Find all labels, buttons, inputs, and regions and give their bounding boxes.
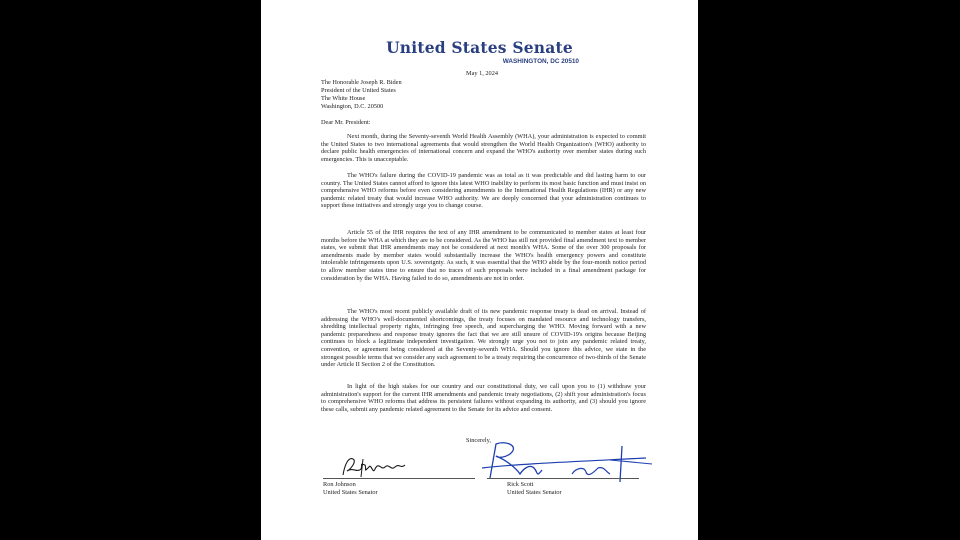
recipient-line: The Honorable Joseph R. Biden <box>321 79 402 86</box>
closing: Sincerely, <box>466 437 491 444</box>
signer-title: United States Senator <box>323 489 378 496</box>
ron-johnson-signature <box>339 453 419 479</box>
signature-line <box>487 478 639 479</box>
signer-name: Rick Scott <box>507 481 534 488</box>
paragraph-text: The WHO's failure during the COVID-19 pandemic was as total as it was predictable and did lasting harm to our country. The United States cannot afford to ignore this latest WHO inability to perform its most basic function and must insist on comprehensive WHO reforms before even considering amendments to the International Health Regulations (IHR) or any new pandemic related treaty that would increase WHO authority. We are deeply concerned that your administration continues to support these initiatives and strongly urge you to change course. <box>321 172 646 210</box>
body-paragraph-5 <box>321 383 646 413</box>
body-paragraph-1 <box>321 133 646 163</box>
paragraph-text: In light of the high stakes for our country and our constitutional duty, we call upon you to (1) withdraw your administration's support for the current IHR amendments and pandemic treaty negotiations, (2) shift your administration's focus to comprehensive WHO reforms that address its persistent failures without expanding its authority, and (3) should you ignore these calls, submit any pandemic related agreement to the Senate for its advice and consent. <box>321 383 646 413</box>
letterhead-location: WASHINGTON, DC 20510 <box>502 58 579 65</box>
body-paragraph-4 <box>321 308 646 369</box>
letterhead-title: United States Senate <box>386 38 573 57</box>
rick-scott-signature <box>476 438 656 483</box>
recipient-line: President of the United States <box>321 87 396 94</box>
paragraph-text: Article 55 of the IHR requires the text of any IHR amendment to be communicated to member states at least four months before the WHA at which they are to be considered. As the WHO has still not provided final amendment text to member states, we submit that IHR amendments may not be considered at next month's WHA. Some of the over 300 proposals for amendments made by member states would substantially increase the WHO's health emergency powers and constitute intolerable infringements upon U.S. sovereignty. As such, it was essential that the WHO abide by the four-month notice period to allow member states time to ensure that no traces of such proposals were included in a final amendment package for consideration by the WHA. Having failed to do so, amendments are not in order. <box>321 229 646 282</box>
signer-name: Ron Johnson <box>323 481 356 488</box>
letter-page <box>261 0 698 540</box>
salutation: Dear Mr. President: <box>321 119 371 126</box>
recipient-line: The White House <box>321 95 366 102</box>
signature-line <box>323 478 475 479</box>
body-paragraph-3 <box>321 229 646 282</box>
paragraph-text: The WHO's most recent publicly available draft of its new pandemic response treaty is dead on arrival. Instead of addressing the WHO's well-documented shortcomings, the treaty focuses on mandated resource and technology transfers, shredding intellectual property rights, infringing free speech, and supercharging the WHO. Moving forward with a new pandemic preparedness and response treaty ignores the fact that we are still unsure of COVID-19's origins because Beijing continues to block a legitimate independent investigation. We strongly urge you not to join any pandemic related treaty, convention, or agreement being considered at the Seventy-seventh WHA. Should you ignore this advice, we state in the strongest possible terms that we consider any such agreement to be a treaty requiring the concurrence of two-thirds of the Senate under Article II Section 2 of the Constitution. <box>321 308 646 369</box>
signer-title: United States Senator <box>507 489 562 496</box>
letter-date: May 1, 2024 <box>466 70 499 77</box>
recipient-line: Washington, D.C. 20500 <box>321 103 384 110</box>
paragraph-text: Next month, during the Seventy-seventh World Health Assembly (WHA), your administration is expected to commit the United States to two international agreements that would strengthen the World Health Organization's (WHO) authority to declare public health emergencies of international concern and expand the WHO's authority over member states during such emergencies. This is unacceptable. <box>321 133 646 163</box>
body-paragraph-2 <box>321 172 646 210</box>
